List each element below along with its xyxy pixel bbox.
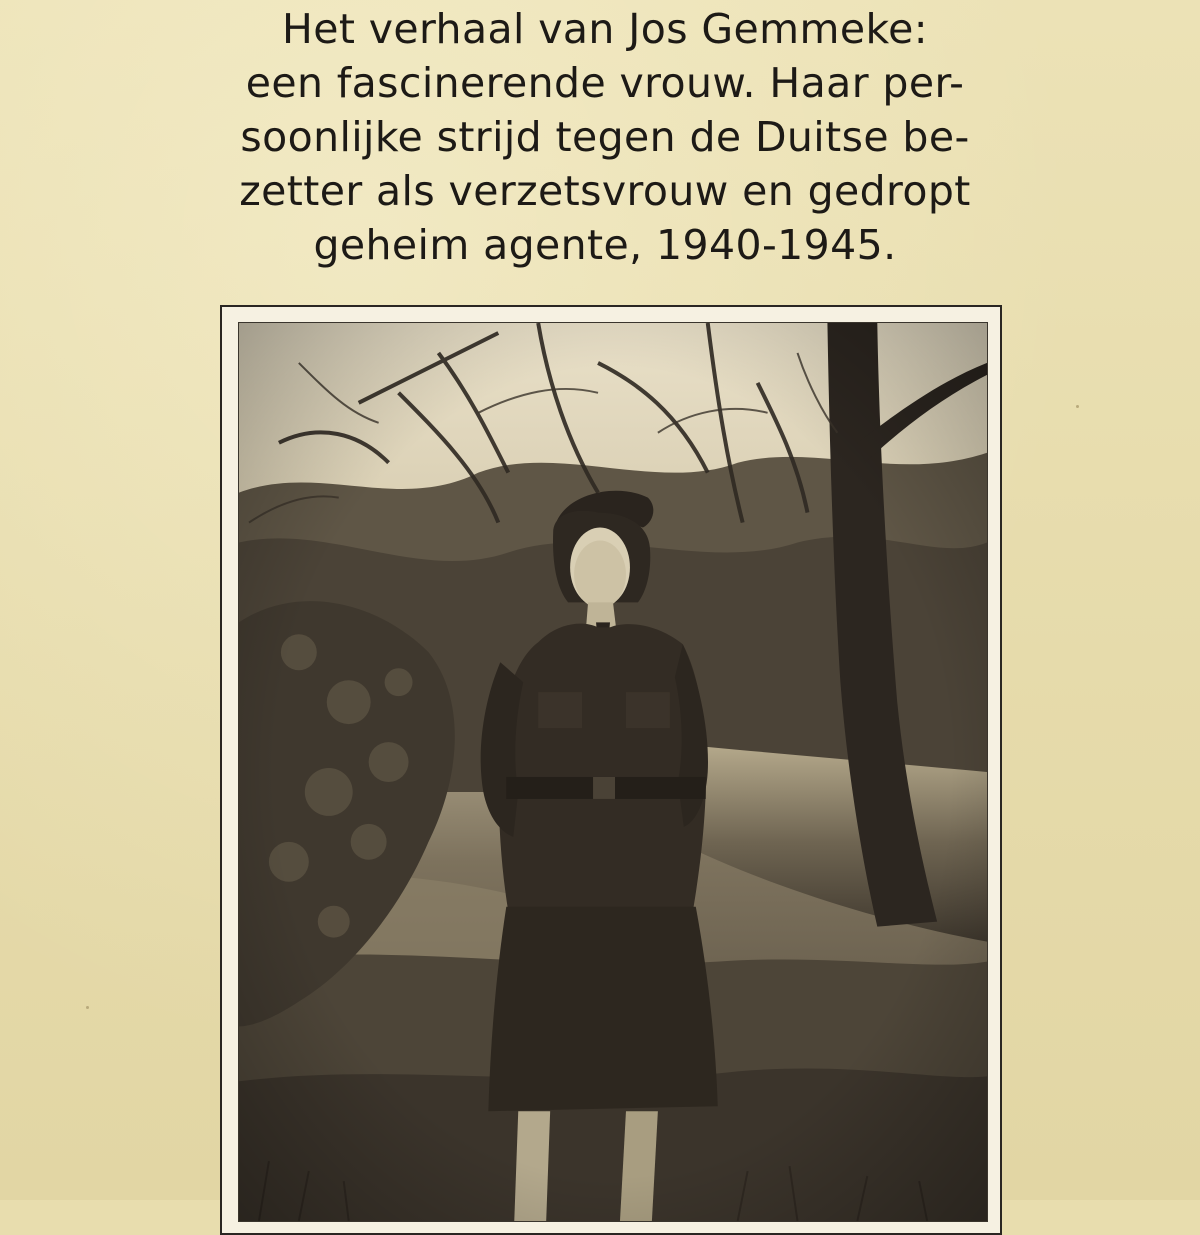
blurb-line: geheim agente, 1940-1945. <box>313 221 897 269</box>
blurb-line: een fascinerende vrouw. Haar per- <box>245 59 965 107</box>
blurb-line: soonlijke strijd tegen de Duitse be- <box>240 113 970 161</box>
blurb-line: Het verhaal van Jos Gemmeke: <box>281 5 929 53</box>
cover-blurb <box>190 2 1020 272</box>
portrait-photo <box>238 322 988 1222</box>
blurb-line: zetter als verzetsvrouw en gedropt <box>239 167 971 215</box>
paper-speck <box>86 1006 89 1009</box>
paper-speck <box>1076 405 1079 408</box>
